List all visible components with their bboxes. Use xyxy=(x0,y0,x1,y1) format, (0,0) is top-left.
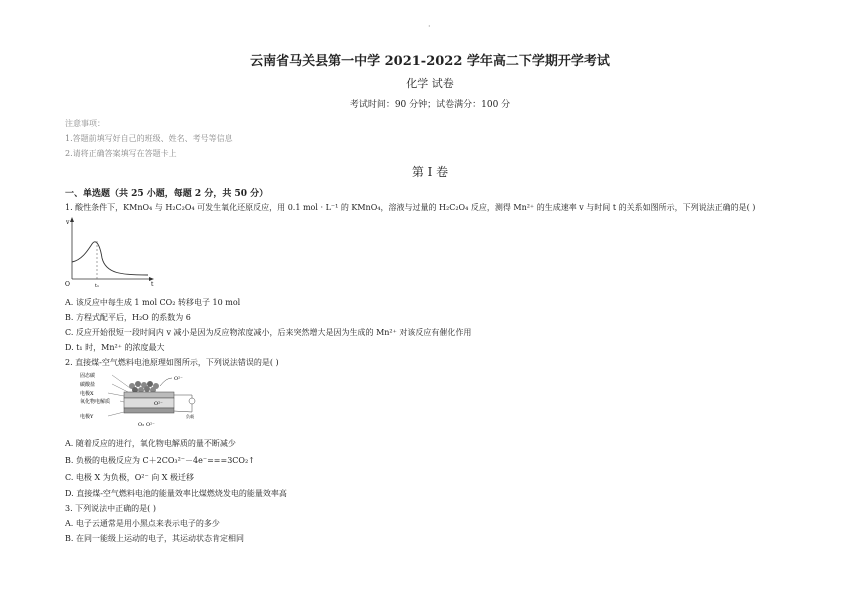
bulb-icon xyxy=(189,398,195,404)
option: B. 在同一能级上运动的电子，其运动状态肯定相同 xyxy=(65,534,244,543)
page-mark: · xyxy=(428,22,431,31)
rate-curve xyxy=(72,242,148,275)
option: A. 电子云通常是用小黑点来表示电子的多少 xyxy=(65,519,220,528)
carbon-particle xyxy=(147,381,153,387)
question-3-stem: 3. 下列说法中正确的是( ) xyxy=(65,504,156,513)
origin-label: O xyxy=(65,281,70,288)
y-axis-label: v xyxy=(66,219,70,226)
electrode-x xyxy=(124,392,174,398)
option: D. t₁ 时，Mn²⁺ 的浓度最大 xyxy=(65,343,165,352)
section-heading: 一、单选题（共 25 小题，每题 2 分，共 50 分） xyxy=(65,189,269,199)
exam-subtitle: 化学 试卷 xyxy=(406,77,454,90)
label-electrode-y: 电极Y xyxy=(80,414,94,420)
label-solid-carbon: 固态碳 xyxy=(80,373,96,379)
label-electrolyte: 氧化物电解质 xyxy=(80,399,111,405)
fuel-cell-diagram xyxy=(80,368,210,430)
notice-item: 1.答题前填写好自己的班级、姓名、考号等信息 xyxy=(65,134,233,143)
o2-ion-label: O²⁻ xyxy=(154,401,163,407)
exam-title: 云南省马关县第一中学 2021-2022 学年高二下学期开学考试 xyxy=(250,54,610,69)
option: A. 随着反应的进行，氧化物电解质的量不断减少 xyxy=(65,439,236,448)
question-2-stem: 2. 直接煤-空气燃料电池原理如图所示，下列说法错误的是( ) xyxy=(65,358,279,367)
option: A. 该反应中每生成 1 mol CO₂ 转移电子 10 mol xyxy=(65,298,241,307)
volume-heading: 第 Ⅰ 卷 xyxy=(411,165,449,179)
t1-label: t₁ xyxy=(95,283,100,289)
x-axis-label: t xyxy=(151,281,154,288)
question-1-stem: 1. 酸性条件下，KMnO₄ 与 H₂C₂O₄ 可发生氧化还原反应，用 0.1 mol · L⁻¹ 的 KMnO₄，溶液与过量的 H₂C₂O₄ 反应，测得 Mn²⁺ 的生成速率 v 与时间 t 的关系如图所示，下列说法正确的是( ) xyxy=(65,203,756,212)
option: C. 反应开始很短一段时间内 v 减小是因为反应物浓度减小，后来突然增大是因为生成的 Mn²⁺ 对该反应有催化作用 xyxy=(65,328,472,337)
option: D. 直接煤-空气燃料电池的能量效率比煤燃烧发电的能量效率高 xyxy=(65,489,287,498)
notice-heading: 注意事项： xyxy=(65,119,105,128)
label-electrode-x: 电极X xyxy=(80,391,94,397)
load-label: 负载 xyxy=(186,414,194,419)
option: B. 负极的电极反应为 C＋2CO₃²⁻－4e⁻===3CO₂↑ xyxy=(65,456,255,465)
option: B. 方程式配平后，H₂O 的系数为 6 xyxy=(65,313,191,322)
option: C. 电极 X 为负极，O²⁻ 向 X 极迁移 xyxy=(65,473,195,482)
carbon-particle xyxy=(144,386,150,392)
exam-meta: 考试时间：90 分钟；试卷满分：100 分 xyxy=(349,100,511,110)
carbon-particle xyxy=(135,381,141,387)
oxygen-label: O₂ xyxy=(138,422,145,428)
o2-ion-arrow-label: O²⁻ xyxy=(146,422,155,428)
electrode-y xyxy=(124,408,174,413)
rate-time-graph xyxy=(62,214,162,290)
oxide-electrolyte xyxy=(124,398,174,408)
label-carbonate: 碳酸盐 xyxy=(80,382,96,388)
o2-ion-label: O²⁻ xyxy=(174,376,183,382)
notice-item: 2.请将正确答案填写在答题卡上 xyxy=(65,149,177,158)
y-axis-arrow xyxy=(70,217,74,222)
